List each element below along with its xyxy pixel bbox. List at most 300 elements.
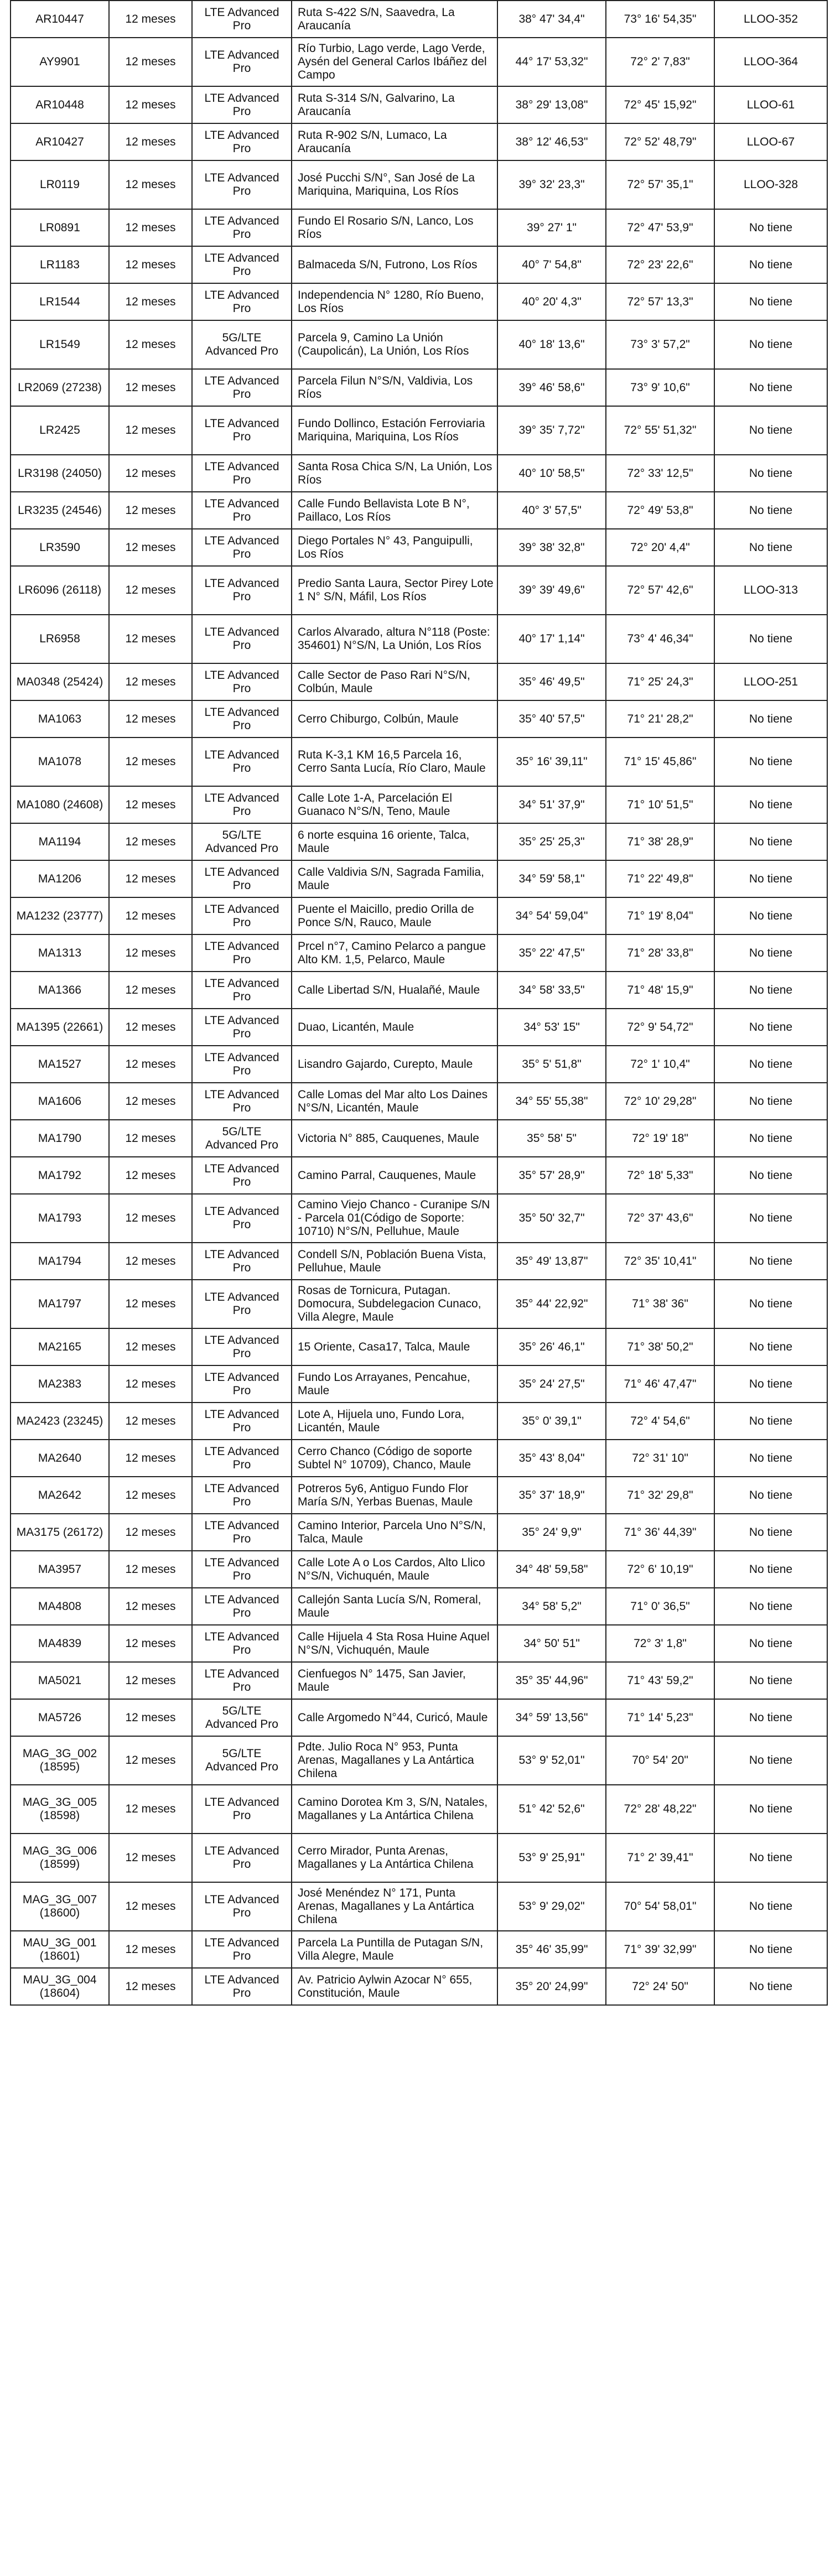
- term-cell: 12 meses: [109, 1882, 192, 1931]
- longitude-cell: 72° 1' 10,4": [606, 1046, 714, 1083]
- site-id-cell: MA1313: [11, 934, 109, 972]
- site-id-cell: MA1080 (24608): [11, 786, 109, 823]
- reference-cell: No tiene: [714, 209, 827, 246]
- term-cell: 12 meses: [109, 1662, 192, 1699]
- longitude-cell: 72° 6' 10,19": [606, 1551, 714, 1588]
- site-id-cell: MAG_3G_006 (18599): [11, 1834, 109, 1882]
- latitude-cell: 35° 50' 32,7": [497, 1194, 606, 1243]
- latitude-cell: 35° 24' 9,9": [497, 1514, 606, 1551]
- table-row: [11, 1046, 827, 1083]
- address-cell: Calle Valdivia S/N, Sagrada Familia, Maule: [292, 860, 497, 897]
- latitude-cell: 35° 22' 47,5": [497, 934, 606, 972]
- site-id-cell: MA1790: [11, 1120, 109, 1157]
- address-cell: Lisandro Gajardo, Curepto, Maule: [292, 1046, 497, 1083]
- site-id-cell: LR6958: [11, 615, 109, 663]
- longitude-cell: 71° 43' 59,2": [606, 1662, 714, 1699]
- table-row: [11, 406, 827, 455]
- table-row: [11, 160, 827, 209]
- term-cell: 12 meses: [109, 972, 192, 1009]
- technology-cell: 5G/LTE Advanced Pro: [192, 823, 292, 860]
- latitude-cell: 40° 20' 4,3": [497, 283, 606, 320]
- site-id-cell: MA5726: [11, 1699, 109, 1736]
- term-cell: 12 meses: [109, 934, 192, 972]
- technology-cell: LTE Advanced Pro: [192, 1968, 292, 2005]
- reference-cell: No tiene: [714, 1440, 827, 1477]
- address-cell: Cienfuegos N° 1475, San Javier, Maule: [292, 1662, 497, 1699]
- latitude-cell: 38° 47' 34,4": [497, 1, 606, 38]
- term-cell: 12 meses: [109, 700, 192, 738]
- technology-cell: LTE Advanced Pro: [192, 209, 292, 246]
- address-cell: Balmaceda S/N, Futrono, Los Ríos: [292, 246, 497, 283]
- latitude-cell: 40° 3' 57,5": [497, 492, 606, 529]
- site-id-cell: AY9901: [11, 38, 109, 86]
- technology-cell: LTE Advanced Pro: [192, 1551, 292, 1588]
- table-row: [11, 492, 827, 529]
- technology-cell: LTE Advanced Pro: [192, 1328, 292, 1365]
- address-cell: Calle Lote A o Los Cardos, Alto Llico N°S/N, Vichuquén, Maule: [292, 1551, 497, 1588]
- address-cell: Camino Interior, Parcela Uno N°S/N, Talca, Maule: [292, 1514, 497, 1551]
- table-row: [11, 86, 827, 123]
- site-id-cell: MA1793: [11, 1194, 109, 1243]
- latitude-cell: 35° 43' 8,04": [497, 1440, 606, 1477]
- term-cell: 12 meses: [109, 1588, 192, 1625]
- technology-cell: LTE Advanced Pro: [192, 492, 292, 529]
- technology-cell: LTE Advanced Pro: [192, 1243, 292, 1280]
- address-cell: Calle Sector de Paso Rari N°S/N, Colbún, Maule: [292, 663, 497, 700]
- technology-cell: LTE Advanced Pro: [192, 972, 292, 1009]
- technology-cell: LTE Advanced Pro: [192, 860, 292, 897]
- technology-cell: LTE Advanced Pro: [192, 455, 292, 492]
- reference-cell: No tiene: [714, 934, 827, 972]
- reference-cell: No tiene: [714, 1280, 827, 1328]
- term-cell: 12 meses: [109, 823, 192, 860]
- latitude-cell: 35° 57' 28,9": [497, 1157, 606, 1194]
- latitude-cell: 35° 26' 46,1": [497, 1328, 606, 1365]
- longitude-cell: 72° 24' 50": [606, 1968, 714, 2005]
- longitude-cell: 71° 19' 8,04": [606, 897, 714, 934]
- term-cell: 12 meses: [109, 160, 192, 209]
- reference-cell: No tiene: [714, 1551, 827, 1588]
- technology-cell: LTE Advanced Pro: [192, 369, 292, 406]
- site-id-cell: MA1794: [11, 1243, 109, 1280]
- site-id-cell: MA1606: [11, 1083, 109, 1120]
- term-cell: 12 meses: [109, 1120, 192, 1157]
- technology-cell: LTE Advanced Pro: [192, 1403, 292, 1440]
- table-row: [11, 1157, 827, 1194]
- term-cell: 12 meses: [109, 1328, 192, 1365]
- technology-cell: LTE Advanced Pro: [192, 1931, 292, 1968]
- site-id-cell: MAG_3G_005 (18598): [11, 1785, 109, 1834]
- longitude-cell: 71° 38' 36": [606, 1280, 714, 1328]
- term-cell: 12 meses: [109, 786, 192, 823]
- longitude-cell: 71° 38' 50,2": [606, 1328, 714, 1365]
- reference-cell: LLOO-61: [714, 86, 827, 123]
- table-row: [11, 1194, 827, 1243]
- reference-cell: No tiene: [714, 615, 827, 663]
- longitude-cell: 70° 54' 20": [606, 1736, 714, 1785]
- latitude-cell: 34° 58' 33,5": [497, 972, 606, 1009]
- table-row: [11, 1834, 827, 1882]
- longitude-cell: 72° 47' 53,9": [606, 209, 714, 246]
- table-row: [11, 369, 827, 406]
- term-cell: 12 meses: [109, 1083, 192, 1120]
- technology-cell: LTE Advanced Pro: [192, 1280, 292, 1328]
- reference-cell: No tiene: [714, 1403, 827, 1440]
- technology-cell: LTE Advanced Pro: [192, 1662, 292, 1699]
- latitude-cell: 35° 46' 49,5": [497, 663, 606, 700]
- latitude-cell: 35° 37' 18,9": [497, 1477, 606, 1514]
- table-row: [11, 1365, 827, 1403]
- site-id-cell: LR1549: [11, 320, 109, 369]
- technology-cell: LTE Advanced Pro: [192, 86, 292, 123]
- term-cell: 12 meses: [109, 1243, 192, 1280]
- table-row: [11, 455, 827, 492]
- address-cell: Callejón Santa Lucía S/N, Romeral, Maule: [292, 1588, 497, 1625]
- reference-cell: No tiene: [714, 1083, 827, 1120]
- technology-cell: LTE Advanced Pro: [192, 1, 292, 38]
- longitude-cell: 71° 32' 29,8": [606, 1477, 714, 1514]
- technology-cell: LTE Advanced Pro: [192, 1365, 292, 1403]
- latitude-cell: 34° 48' 59,58": [497, 1551, 606, 1588]
- table-row: [11, 823, 827, 860]
- address-cell: Rosas de Tornicura, Putagan. Domocura, Subdelegacion Cunaco, Villa Alegre, Maule: [292, 1280, 497, 1328]
- technology-cell: LTE Advanced Pro: [192, 406, 292, 455]
- reference-cell: No tiene: [714, 246, 827, 283]
- latitude-cell: 34° 50' 51": [497, 1625, 606, 1662]
- address-cell: Predio Santa Laura, Sector Pirey Lote 1 N° S/N, Máfil, Los Ríos: [292, 566, 497, 615]
- site-id-cell: MA1395 (22661): [11, 1009, 109, 1046]
- address-cell: Parcela La Puntilla de Putagan S/N, Villa Alegre, Maule: [292, 1931, 497, 1968]
- table-row: [11, 615, 827, 663]
- technology-cell: LTE Advanced Pro: [192, 1514, 292, 1551]
- longitude-cell: 72° 33' 12,5": [606, 455, 714, 492]
- table-row: [11, 123, 827, 160]
- table-row: [11, 209, 827, 246]
- longitude-cell: 72° 57' 42,6": [606, 566, 714, 615]
- technology-cell: 5G/LTE Advanced Pro: [192, 1699, 292, 1736]
- sites-table-container: [10, 0, 827, 2006]
- latitude-cell: 39° 38' 32,8": [497, 529, 606, 566]
- reference-cell: LLOO-364: [714, 38, 827, 86]
- latitude-cell: 35° 25' 25,3": [497, 823, 606, 860]
- address-cell: 6 norte esquina 16 oriente, Talca, Maule: [292, 823, 497, 860]
- technology-cell: 5G/LTE Advanced Pro: [192, 320, 292, 369]
- longitude-cell: 72° 19' 18": [606, 1120, 714, 1157]
- address-cell: Camino Viejo Chanco - Curanipe S/N - Parcela 01(Código de Soporte: 10710) N°S/N, Pelluhue, Maule: [292, 1194, 497, 1243]
- reference-cell: No tiene: [714, 1699, 827, 1736]
- address-cell: Victoria N° 885, Cauquenes, Maule: [292, 1120, 497, 1157]
- reference-cell: No tiene: [714, 1328, 827, 1365]
- site-id-cell: MAU_3G_004 (18604): [11, 1968, 109, 2005]
- term-cell: 12 meses: [109, 1477, 192, 1514]
- longitude-cell: 72° 35' 10,41": [606, 1243, 714, 1280]
- address-cell: Independencia N° 1280, Río Bueno, Los Ríos: [292, 283, 497, 320]
- term-cell: 12 meses: [109, 1365, 192, 1403]
- table-row: [11, 1551, 827, 1588]
- site-id-cell: AR10447: [11, 1, 109, 38]
- table-row: [11, 1009, 827, 1046]
- longitude-cell: 70° 54' 58,01": [606, 1882, 714, 1931]
- reference-cell: LLOO-251: [714, 663, 827, 700]
- longitude-cell: 71° 21' 28,2": [606, 700, 714, 738]
- site-id-cell: MAU_3G_001 (18601): [11, 1931, 109, 1968]
- site-id-cell: MAG_3G_002 (18595): [11, 1736, 109, 1785]
- address-cell: Lote A, Hijuela uno, Fundo Lora, Licantén, Maule: [292, 1403, 497, 1440]
- reference-cell: No tiene: [714, 1625, 827, 1662]
- site-id-cell: MA0348 (25424): [11, 663, 109, 700]
- longitude-cell: 72° 28' 48,22": [606, 1785, 714, 1834]
- latitude-cell: 35° 16' 39,11": [497, 738, 606, 786]
- technology-cell: 5G/LTE Advanced Pro: [192, 1736, 292, 1785]
- site-id-cell: LR3590: [11, 529, 109, 566]
- reference-cell: No tiene: [714, 283, 827, 320]
- term-cell: 12 meses: [109, 738, 192, 786]
- technology-cell: LTE Advanced Pro: [192, 1477, 292, 1514]
- address-cell: Fundo El Rosario S/N, Lanco, Los Ríos: [292, 209, 497, 246]
- reference-cell: No tiene: [714, 1120, 827, 1157]
- site-id-cell: MA1232 (23777): [11, 897, 109, 934]
- reference-cell: No tiene: [714, 786, 827, 823]
- address-cell: Parcela 9, Camino La Unión (Caupolicán), La Unión, Los Ríos: [292, 320, 497, 369]
- term-cell: 12 meses: [109, 1046, 192, 1083]
- latitude-cell: 53° 9' 29,02": [497, 1882, 606, 1931]
- latitude-cell: 38° 29' 13,08": [497, 86, 606, 123]
- term-cell: 12 meses: [109, 246, 192, 283]
- latitude-cell: 35° 46' 35,99": [497, 1931, 606, 1968]
- longitude-cell: 71° 28' 33,8": [606, 934, 714, 972]
- term-cell: 12 meses: [109, 1834, 192, 1882]
- longitude-cell: 72° 10' 29,28": [606, 1083, 714, 1120]
- site-id-cell: MA3957: [11, 1551, 109, 1588]
- technology-cell: LTE Advanced Pro: [192, 1009, 292, 1046]
- technology-cell: LTE Advanced Pro: [192, 1157, 292, 1194]
- site-id-cell: MA1792: [11, 1157, 109, 1194]
- site-id-cell: MA3175 (26172): [11, 1514, 109, 1551]
- term-cell: 12 meses: [109, 283, 192, 320]
- site-id-cell: MA2640: [11, 1440, 109, 1477]
- latitude-cell: 44° 17' 53,32": [497, 38, 606, 86]
- technology-cell: LTE Advanced Pro: [192, 1785, 292, 1834]
- site-id-cell: LR2069 (27238): [11, 369, 109, 406]
- site-id-cell: LR1544: [11, 283, 109, 320]
- longitude-cell: 71° 25' 24,3": [606, 663, 714, 700]
- longitude-cell: 71° 2' 39,41": [606, 1834, 714, 1882]
- reference-cell: No tiene: [714, 823, 827, 860]
- longitude-cell: 73° 9' 10,6": [606, 369, 714, 406]
- latitude-cell: 34° 51' 37,9": [497, 786, 606, 823]
- address-cell: Camino Parral, Cauquenes, Maule: [292, 1157, 497, 1194]
- longitude-cell: 71° 0' 36,5": [606, 1588, 714, 1625]
- term-cell: 12 meses: [109, 663, 192, 700]
- latitude-cell: 40° 7' 54,8": [497, 246, 606, 283]
- technology-cell: LTE Advanced Pro: [192, 529, 292, 566]
- sites-table-body: [11, 1, 827, 2005]
- reference-cell: No tiene: [714, 1588, 827, 1625]
- technology-cell: LTE Advanced Pro: [192, 786, 292, 823]
- table-row: [11, 566, 827, 615]
- table-row: [11, 786, 827, 823]
- technology-cell: LTE Advanced Pro: [192, 1834, 292, 1882]
- longitude-cell: 73° 4' 46,34": [606, 615, 714, 663]
- latitude-cell: 40° 17' 1,14": [497, 615, 606, 663]
- reference-cell: No tiene: [714, 1968, 827, 2005]
- table-row: [11, 1440, 827, 1477]
- technology-cell: LTE Advanced Pro: [192, 246, 292, 283]
- latitude-cell: 53° 9' 52,01": [497, 1736, 606, 1785]
- term-cell: 12 meses: [109, 320, 192, 369]
- table-row: [11, 1083, 827, 1120]
- reference-cell: No tiene: [714, 406, 827, 455]
- longitude-cell: 71° 36' 44,39": [606, 1514, 714, 1551]
- table-row: [11, 1662, 827, 1699]
- latitude-cell: 35° 35' 44,96": [497, 1662, 606, 1699]
- technology-cell: LTE Advanced Pro: [192, 897, 292, 934]
- site-id-cell: MA1194: [11, 823, 109, 860]
- table-row: [11, 972, 827, 1009]
- reference-cell: No tiene: [714, 369, 827, 406]
- site-id-cell: LR6096 (26118): [11, 566, 109, 615]
- longitude-cell: 72° 18' 5,33": [606, 1157, 714, 1194]
- table-row: [11, 1514, 827, 1551]
- longitude-cell: 72° 23' 22,6": [606, 246, 714, 283]
- site-id-cell: AR10448: [11, 86, 109, 123]
- term-cell: 12 meses: [109, 1, 192, 38]
- term-cell: 12 meses: [109, 615, 192, 663]
- site-id-cell: LR3235 (24546): [11, 492, 109, 529]
- address-cell: Camino Dorotea Km 3, S/N, Natales, Magallanes y La Antártica Chilena: [292, 1785, 497, 1834]
- reference-cell: No tiene: [714, 1194, 827, 1243]
- address-cell: Calle Lomas del Mar alto Los Daines N°S/N, Licantén, Maule: [292, 1083, 497, 1120]
- reference-cell: No tiene: [714, 972, 827, 1009]
- longitude-cell: 71° 38' 28,9": [606, 823, 714, 860]
- table-row: [11, 1785, 827, 1834]
- address-cell: Cerro Chanco (Código de soporte Subtel N° 10709), Chanco, Maule: [292, 1440, 497, 1477]
- reference-cell: LLOO-352: [714, 1, 827, 38]
- technology-cell: LTE Advanced Pro: [192, 123, 292, 160]
- technology-cell: LTE Advanced Pro: [192, 160, 292, 209]
- table-row: [11, 1699, 827, 1736]
- latitude-cell: 39° 32' 23,3": [497, 160, 606, 209]
- table-row: [11, 738, 827, 786]
- reference-cell: No tiene: [714, 529, 827, 566]
- term-cell: 12 meses: [109, 123, 192, 160]
- reference-cell: No tiene: [714, 738, 827, 786]
- table-row: [11, 1968, 827, 2005]
- table-row: [11, 1736, 827, 1785]
- longitude-cell: 72° 31' 10": [606, 1440, 714, 1477]
- site-id-cell: MA2383: [11, 1365, 109, 1403]
- term-cell: 12 meses: [109, 455, 192, 492]
- latitude-cell: 40° 10' 58,5": [497, 455, 606, 492]
- site-id-cell: MA1527: [11, 1046, 109, 1083]
- latitude-cell: 34° 58' 5,2": [497, 1588, 606, 1625]
- address-cell: Av. Patricio Aylwin Azocar N° 655, Constitución, Maule: [292, 1968, 497, 2005]
- latitude-cell: 35° 0' 39,1": [497, 1403, 606, 1440]
- longitude-cell: 72° 9' 54,72": [606, 1009, 714, 1046]
- address-cell: José Menéndez N° 171, Punta Arenas, Magallanes y La Antártica Chilena: [292, 1882, 497, 1931]
- address-cell: Diego Portales N° 43, Panguipulli, Los Ríos: [292, 529, 497, 566]
- latitude-cell: 39° 35' 7,72": [497, 406, 606, 455]
- reference-cell: No tiene: [714, 1046, 827, 1083]
- latitude-cell: 35° 58' 5": [497, 1120, 606, 1157]
- longitude-cell: 73° 16' 54,35": [606, 1, 714, 38]
- address-cell: Ruta S-422 S/N, Saavedra, La Araucanía: [292, 1, 497, 38]
- site-id-cell: MA1797: [11, 1280, 109, 1328]
- address-cell: Prcel n°7, Camino Pelarco a pangue Alto KM. 1,5, Pelarco, Maule: [292, 934, 497, 972]
- reference-cell: No tiene: [714, 1662, 827, 1699]
- reference-cell: No tiene: [714, 320, 827, 369]
- address-cell: Calle Fundo Bellavista Lote B N°, Paillaco, Los Ríos: [292, 492, 497, 529]
- technology-cell: LTE Advanced Pro: [192, 663, 292, 700]
- site-id-cell: AR10427: [11, 123, 109, 160]
- site-id-cell: MA4808: [11, 1588, 109, 1625]
- address-cell: Calle Lote 1-A, Parcelación El Guanaco N°S/N, Teno, Maule: [292, 786, 497, 823]
- address-cell: Cerro Chiburgo, Colbún, Maule: [292, 700, 497, 738]
- longitude-cell: 71° 39' 32,99": [606, 1931, 714, 1968]
- address-cell: 15 Oriente, Casa17, Talca, Maule: [292, 1328, 497, 1365]
- term-cell: 12 meses: [109, 1931, 192, 1968]
- address-cell: Potreros 5y6, Antiguo Fundo Flor María S/N, Yerbas Buenas, Maule: [292, 1477, 497, 1514]
- site-id-cell: MA2165: [11, 1328, 109, 1365]
- table-row: [11, 1588, 827, 1625]
- longitude-cell: 72° 49' 53,8": [606, 492, 714, 529]
- reference-cell: No tiene: [714, 1931, 827, 1968]
- term-cell: 12 meses: [109, 529, 192, 566]
- term-cell: 12 meses: [109, 86, 192, 123]
- longitude-cell: 72° 20' 4,4": [606, 529, 714, 566]
- longitude-cell: 71° 15' 45,86": [606, 738, 714, 786]
- address-cell: Calle Hijuela 4 Sta Rosa Huine Aquel N°S/N, Vichuquén, Maule: [292, 1625, 497, 1662]
- technology-cell: LTE Advanced Pro: [192, 283, 292, 320]
- term-cell: 12 meses: [109, 38, 192, 86]
- reference-cell: LLOO-67: [714, 123, 827, 160]
- longitude-cell: 72° 57' 35,1": [606, 160, 714, 209]
- term-cell: 12 meses: [109, 369, 192, 406]
- site-id-cell: MA4839: [11, 1625, 109, 1662]
- longitude-cell: 72° 55' 51,32": [606, 406, 714, 455]
- latitude-cell: 39° 39' 49,6": [497, 566, 606, 615]
- term-cell: 12 meses: [109, 406, 192, 455]
- address-cell: Fundo Dollinco, Estación Ferroviaria Mariquina, Mariquina, Los Ríos: [292, 406, 497, 455]
- technology-cell: 5G/LTE Advanced Pro: [192, 1120, 292, 1157]
- site-id-cell: MA1206: [11, 860, 109, 897]
- term-cell: 12 meses: [109, 1968, 192, 2005]
- latitude-cell: 35° 24' 27,5": [497, 1365, 606, 1403]
- term-cell: 12 meses: [109, 1009, 192, 1046]
- table-row: [11, 38, 827, 86]
- technology-cell: LTE Advanced Pro: [192, 38, 292, 86]
- table-row: [11, 700, 827, 738]
- site-id-cell: LR3198 (24050): [11, 455, 109, 492]
- address-cell: Cerro Mirador, Punta Arenas, Magallanes y La Antártica Chilena: [292, 1834, 497, 1882]
- technology-cell: LTE Advanced Pro: [192, 1046, 292, 1083]
- latitude-cell: 40° 18' 13,6": [497, 320, 606, 369]
- longitude-cell: 72° 52' 48,79": [606, 123, 714, 160]
- table-row: [11, 1625, 827, 1662]
- reference-cell: No tiene: [714, 860, 827, 897]
- table-row: [11, 283, 827, 320]
- table-row: [11, 1328, 827, 1365]
- longitude-cell: 71° 10' 51,5": [606, 786, 714, 823]
- longitude-cell: 72° 2' 7,83": [606, 38, 714, 86]
- address-cell: Fundo Los Arrayanes, Pencahue, Maule: [292, 1365, 497, 1403]
- site-id-cell: LR1183: [11, 246, 109, 283]
- latitude-cell: 34° 59' 13,56": [497, 1699, 606, 1736]
- reference-cell: No tiene: [714, 1157, 827, 1194]
- reference-cell: No tiene: [714, 1785, 827, 1834]
- longitude-cell: 72° 37' 43,6": [606, 1194, 714, 1243]
- term-cell: 12 meses: [109, 1736, 192, 1785]
